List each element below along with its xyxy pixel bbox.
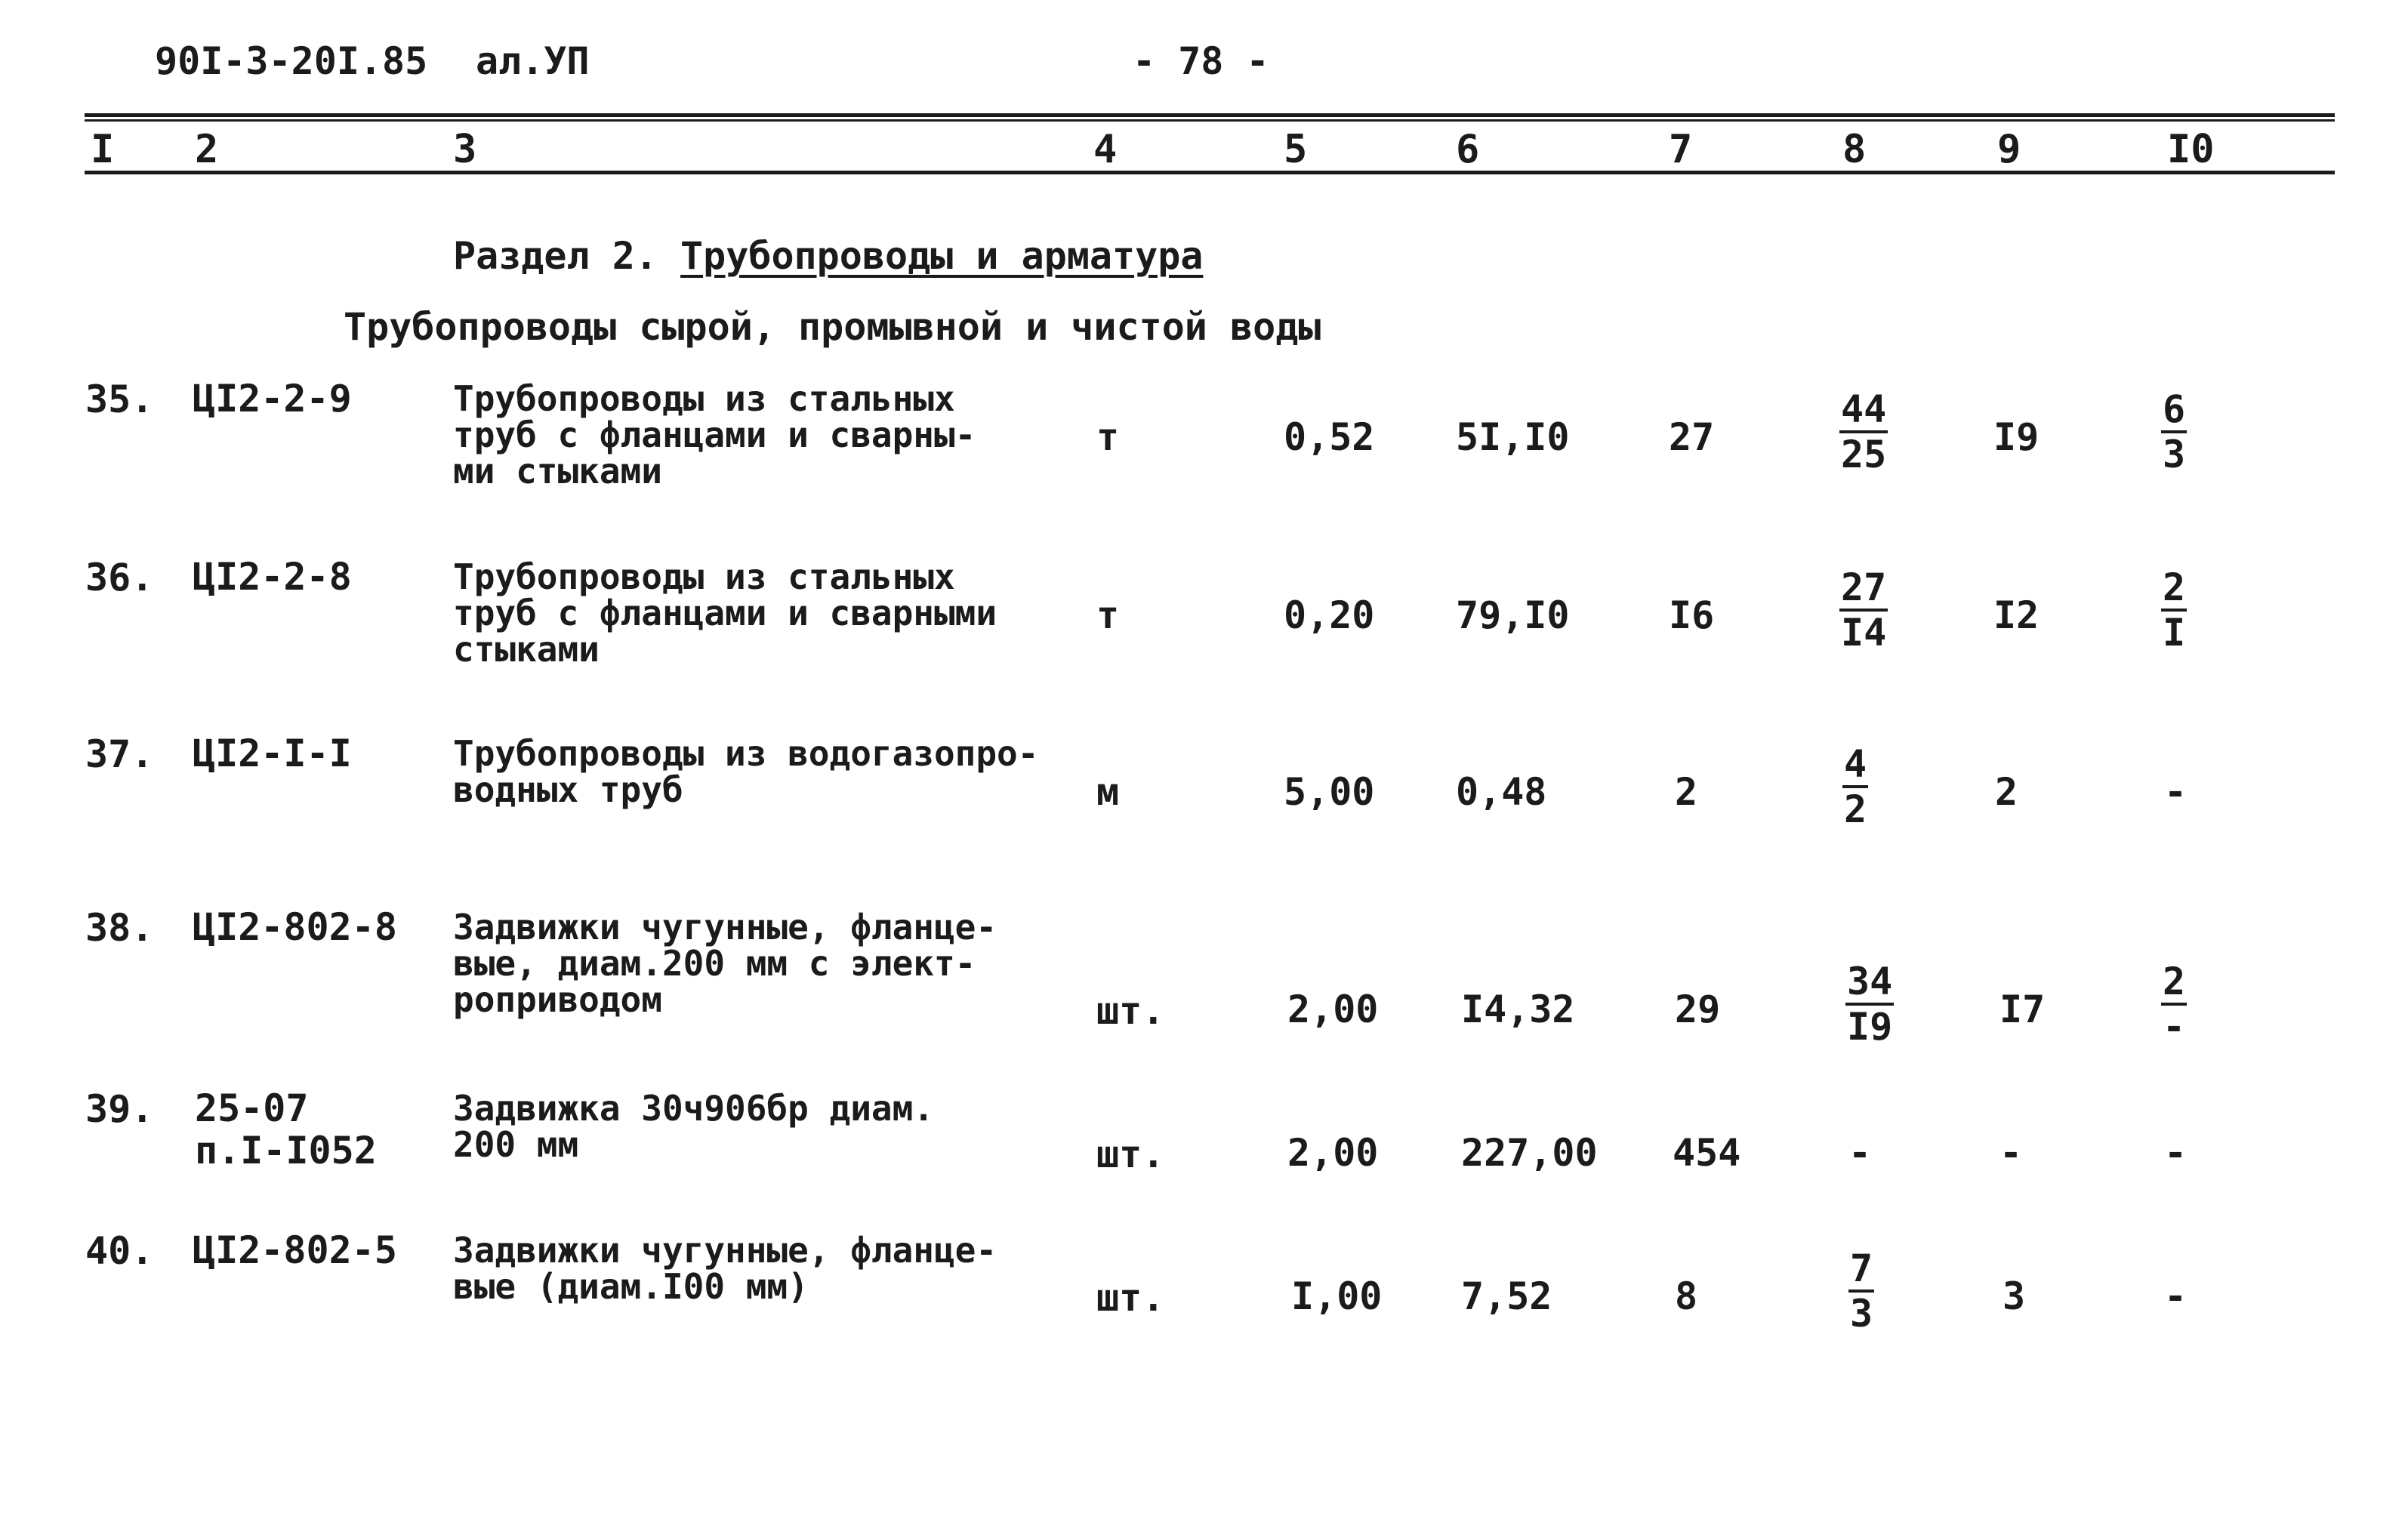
total-cost: 454 bbox=[1673, 1131, 1741, 1175]
rate-code: ЦI2-802-8 bbox=[193, 905, 397, 949]
column-8-value: - bbox=[1848, 1131, 1872, 1175]
section-title: Трубопроводы и арматура bbox=[680, 234, 1204, 278]
page-number: - 78 - bbox=[1133, 39, 1269, 83]
total-cost: 27 bbox=[1669, 415, 1715, 459]
section-prefix: Раздел 2. bbox=[453, 234, 658, 278]
rate-code: ЦI2-802-5 bbox=[193, 1228, 397, 1272]
unit: т bbox=[1096, 415, 1120, 459]
row-number: 40. bbox=[85, 1229, 154, 1273]
unit-price: 0,48 bbox=[1456, 770, 1547, 814]
item-description: Задвижки чугунные, фланце- вые, диам.200 мм с элект- роприводом bbox=[453, 907, 997, 1020]
column-9-value: 2 bbox=[1995, 770, 2018, 814]
row-number: 35. bbox=[85, 377, 154, 421]
row-number: 38. bbox=[85, 906, 154, 950]
quantity: 0,20 bbox=[1284, 593, 1375, 637]
section-subtitle: Трубопроводы сырой, промывной и чистой воды bbox=[344, 305, 1321, 349]
row-number: 36. bbox=[85, 556, 154, 599]
quantity: 0,52 bbox=[1284, 415, 1375, 459]
column-number-8: 8 bbox=[1842, 127, 1867, 172]
column-9-value: I2 bbox=[1993, 593, 2040, 637]
unit: шт. bbox=[1096, 1276, 1165, 1320]
unit: шт. bbox=[1096, 989, 1165, 1033]
item-description: Задвижки чугунные, фланце- вые (диам.I00 мм) bbox=[453, 1230, 997, 1307]
rate-code: ЦI2-2-8 bbox=[193, 555, 352, 599]
column-8-fraction: $\frac{27}{I4}$ bbox=[1841, 565, 1887, 655]
unit-price: 7,52 bbox=[1461, 1274, 1552, 1318]
album-number: ал.УП bbox=[476, 39, 590, 83]
column-number-5: 5 bbox=[1284, 127, 1308, 172]
quantity: 2,00 bbox=[1287, 988, 1379, 1031]
rate-code: ЦI2-2-9 bbox=[193, 377, 352, 421]
item-description: Задвижка 30ч906бр диам. 200 мм bbox=[453, 1088, 934, 1165]
unit: м bbox=[1096, 770, 1120, 814]
column-9-value: 3 bbox=[2003, 1274, 2026, 1318]
column-10-fraction: $\frac{2}{I}$ bbox=[2163, 565, 2186, 655]
column-number-3: 3 bbox=[453, 127, 477, 172]
row-number: 37. bbox=[85, 732, 154, 776]
item-description: Трубопроводы из стальных труб с фланцами и сварны- ми стыками bbox=[453, 378, 976, 491]
unit: шт. bbox=[1096, 1132, 1165, 1176]
column-number-10: I0 bbox=[2167, 127, 2215, 172]
column-9-value: I9 bbox=[1993, 415, 2040, 459]
column-9-value: I7 bbox=[1999, 988, 2046, 1031]
column-10-value: - bbox=[2164, 1131, 2188, 1175]
column-number-7: 7 bbox=[1669, 127, 1693, 172]
item-description: Трубопроводы из водогазопро- водных труб bbox=[453, 733, 1039, 810]
unit-price: 5I,I0 bbox=[1456, 415, 1570, 459]
total-cost: I6 bbox=[1669, 593, 1715, 637]
item-description: Трубопроводы из стальных труб с фланцами и сварными стыками bbox=[453, 556, 997, 670]
column-10-value: - bbox=[2164, 770, 2188, 814]
quantity: I,00 bbox=[1291, 1274, 1383, 1318]
quantity: 5,00 bbox=[1284, 770, 1375, 814]
header-top-rule-second bbox=[85, 119, 2335, 122]
unit: т bbox=[1096, 593, 1120, 637]
rate-code: 25-07 п.I-I052 bbox=[195, 1086, 377, 1172]
header-top-rule bbox=[85, 113, 2335, 117]
column-number-9: 9 bbox=[1997, 127, 2021, 172]
section-heading bbox=[453, 234, 1203, 278]
total-cost: 2 bbox=[1675, 770, 1698, 814]
total-cost: 29 bbox=[1675, 988, 1721, 1031]
row-number: 39. bbox=[85, 1087, 154, 1131]
column-number-4: 4 bbox=[1093, 127, 1118, 172]
column-number-1: I bbox=[91, 127, 115, 172]
unit-price: 227,00 bbox=[1461, 1131, 1598, 1175]
unit-price: 79,I0 bbox=[1456, 593, 1570, 637]
column-8-fraction: $\frac{34}{I9}$ bbox=[1847, 960, 1893, 1049]
column-10-fraction: 2 - bbox=[2163, 960, 2186, 1049]
column-number-6: 6 bbox=[1456, 127, 1480, 172]
column-8-fraction: $\frac{7}{3}$ bbox=[1850, 1246, 1873, 1336]
column-9-value: - bbox=[1999, 1131, 2023, 1175]
total-cost: 8 bbox=[1675, 1274, 1698, 1318]
quantity: 2,00 bbox=[1287, 1131, 1379, 1175]
unit-price: I4,32 bbox=[1461, 988, 1575, 1031]
rate-code: ЦI2-I-I bbox=[193, 732, 352, 775]
column-10-fraction: $\frac{6}{3}$ bbox=[2163, 387, 2186, 476]
column-8-fraction: $\frac{44}{25}$ bbox=[1841, 387, 1887, 476]
column-number-2: 2 bbox=[195, 127, 219, 172]
document-code: 90I-3-20I.85 bbox=[155, 39, 428, 83]
column-10-value: - bbox=[2164, 1274, 2188, 1318]
column-8-fraction: $\frac{4}{2}$ bbox=[1844, 742, 1867, 831]
